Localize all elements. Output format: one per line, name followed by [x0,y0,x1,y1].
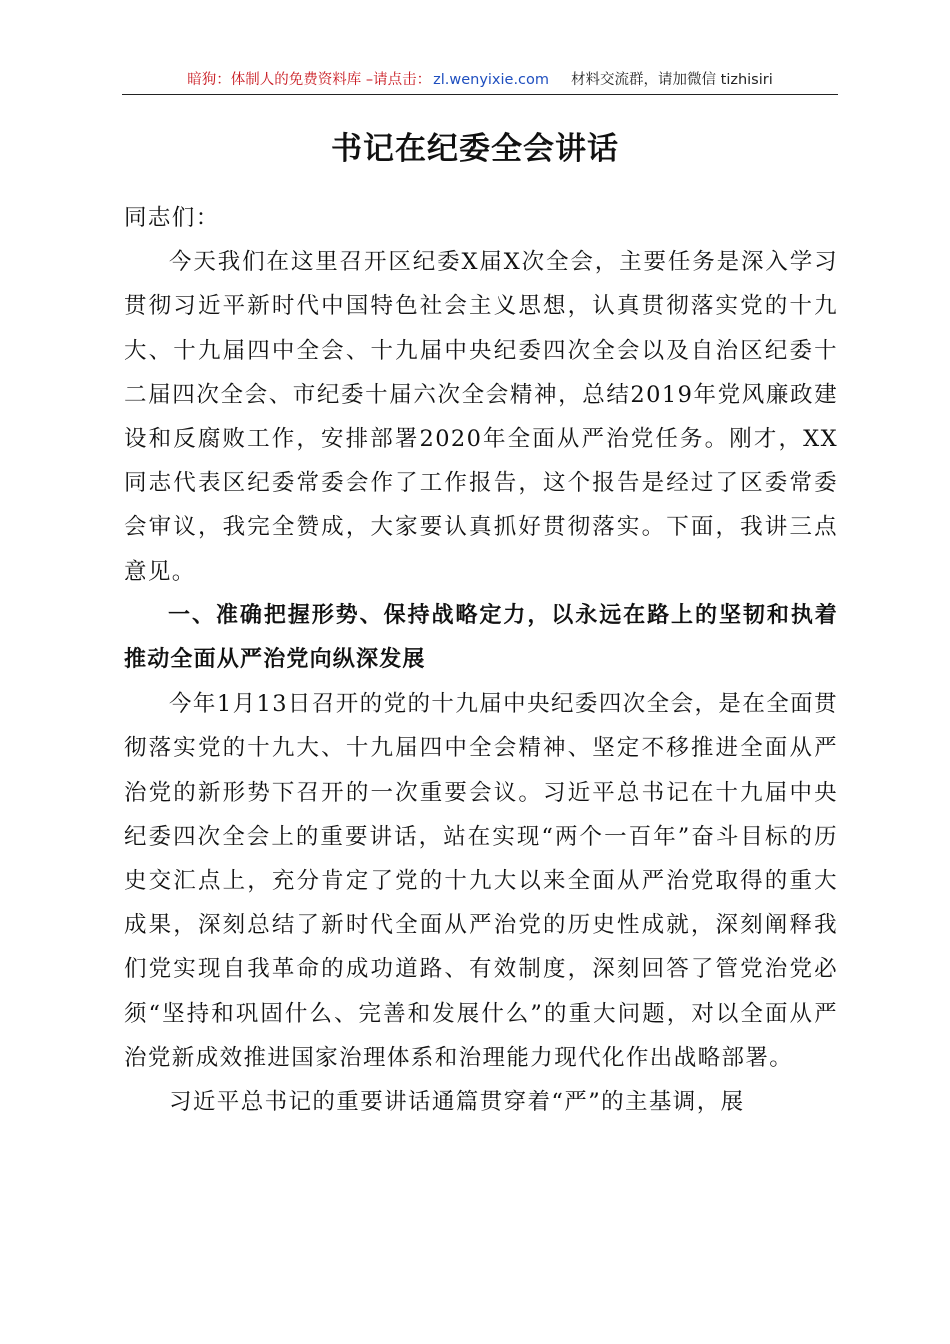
section-1-paragraph: 习近平总书记的重要讲话通篇贯穿着“严”的主基调，展 [169,1089,745,1116]
section-1-heading: 一、准确把握形势、保持战略定力，以永远在路上的坚韧和执着推动全面从严治党向纵深发展 [124,602,838,673]
header-wechat-note: 材料交流群，请加微信 tizhisiri [571,72,773,88]
salutation: 同志们： [124,205,220,231]
header-link[interactable]: zl.wenyixie.com [433,72,550,88]
intro-paragraph: 今天我们在这里召开区纪委X届X次全会，主要任务是深入学习贯彻习近平新时代中国特色社会主义思想，认真贯彻落实党的十九大、十九届四中全会、十九届中央纪委四次全会以及自治区纪委十二届四次全会、市纪委十届六次全会精神，总结2019年党风廉政建设和反腐败工作，安排部署2020年全面从严治党任务。刚才，XX同志代表区纪委常委会作了工作报告，这个报告是经过了区委常委会审议，我完全赞成，大家要认真抓好贯彻落实。下面，我讲三点意见。 [124,249,838,585]
section-1-paragraph: 今年1月13日召开的党的十九届中央纪委四次全会，是在全面贯彻落实党的十九大、十九届四中全会精神、坚定不移推进全面从严治党的新形势下召开的一次重要会议。习近平总书记在十九届中央纪委四次全会上的重要讲话，站在实现“两个一百年”奋斗目标的历史交汇点上，充分肯定了党的十九大以来全面从严治党取得的重大成果，深刻总结了新时代全面从严治党的历史性成就，深刻阐释我们党实现自我革命的成功道路、有效制度，深刻回答了管党治党必须“坚持和巩固什么、完善和发展什么”的重大问题，对以全面从严治党新成效推进国家治理体系和治理能力现代化作出战略部署。 [124,691,838,1071]
document-title: 书记在纪委全会讲话 [331,131,619,167]
header-site-name: 暗狗：体制人的免费资料库 –请点击： [187,72,432,88]
page-header [122,68,838,95]
document-body [124,196,838,1124]
